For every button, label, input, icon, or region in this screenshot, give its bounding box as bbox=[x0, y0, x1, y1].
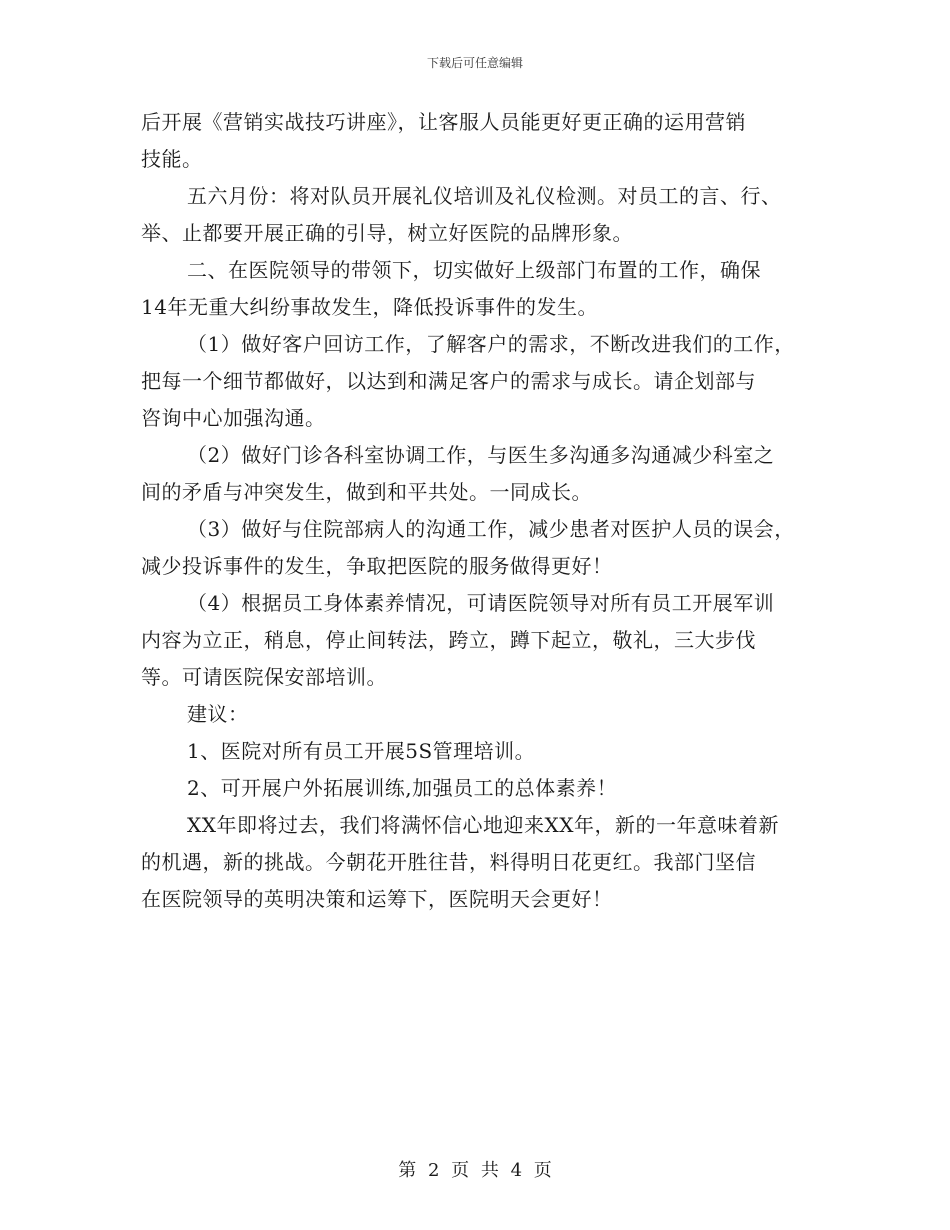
text-line: （4）根据员工身体素养情况，可请医院领导对所有员工开展军训 bbox=[187, 591, 775, 615]
page-number-footer: 第 2 页 共 4 页 bbox=[398, 1160, 552, 1181]
text-line: 技能。 bbox=[141, 147, 203, 171]
text-line: 1、医院对所有员工开展5S管理培训。 bbox=[187, 739, 536, 763]
text-line: 内容为立正，稍息，停止间转法，跨立，蹲下起立，敬礼，三大步伐 bbox=[141, 628, 756, 652]
text-line: 二、在医院领导的带领下，切实做好上级部门布置的工作，确保 bbox=[187, 258, 761, 282]
text-line: 的机遇，新的挑战。今朝花开胜往昔，料得明日花更红。我部门坚信 bbox=[141, 850, 756, 874]
text-line: 等。可请医院保安部培训。 bbox=[141, 665, 387, 689]
text-line: 举、止都要开展正确的引导，树立好医院的品牌形象。 bbox=[141, 221, 633, 245]
text-line: 间的矛盾与冲突发生，做到和平共处。一同成长。 bbox=[141, 480, 592, 504]
page-header: 下载后可任意编辑 bbox=[426, 56, 523, 70]
text-line: 14年无重大纠纷事故发生，降低投诉事件的发生。 bbox=[141, 295, 598, 319]
text-line: （2）做好门诊各科室协调工作，与医生多沟通多沟通减少科室之 bbox=[187, 443, 775, 467]
text-line: 减少投诉事件的发生，争取把医院的服务做得更好！ bbox=[141, 554, 613, 578]
text-line: 后开展《营销实战技巧讲座》，让客服人员能更好更正确的运用营销 bbox=[141, 110, 746, 134]
text-line: XX年即将过去，我们将满怀信心地迎来XX年，新的一年意味着新 bbox=[187, 813, 779, 837]
text-line: 建议： bbox=[187, 702, 249, 726]
text-line: 在医院领导的英明决策和运筹下，医院明天会更好！ bbox=[141, 887, 613, 911]
document-body bbox=[141, 104, 811, 918]
text-line: 咨询中心加强沟通。 bbox=[141, 406, 326, 430]
text-line: 把每一个细节都做好，以达到和满足客户的需求与成长。请企划部与 bbox=[141, 369, 756, 393]
text-line: 五六月份：将对队员开展礼仪培训及礼仪检测。对员工的言、行、 bbox=[187, 184, 782, 208]
text-line: （1）做好客户回访工作，了解客户的需求，不断改进我们的工作， bbox=[187, 332, 795, 356]
text-line: （3）做好与住院部病人的沟通工作，减少患者对医护人员的误会， bbox=[187, 517, 795, 541]
text-line: 2、可开展户外拓展训练,加强员工的总体素养！ bbox=[187, 776, 618, 800]
